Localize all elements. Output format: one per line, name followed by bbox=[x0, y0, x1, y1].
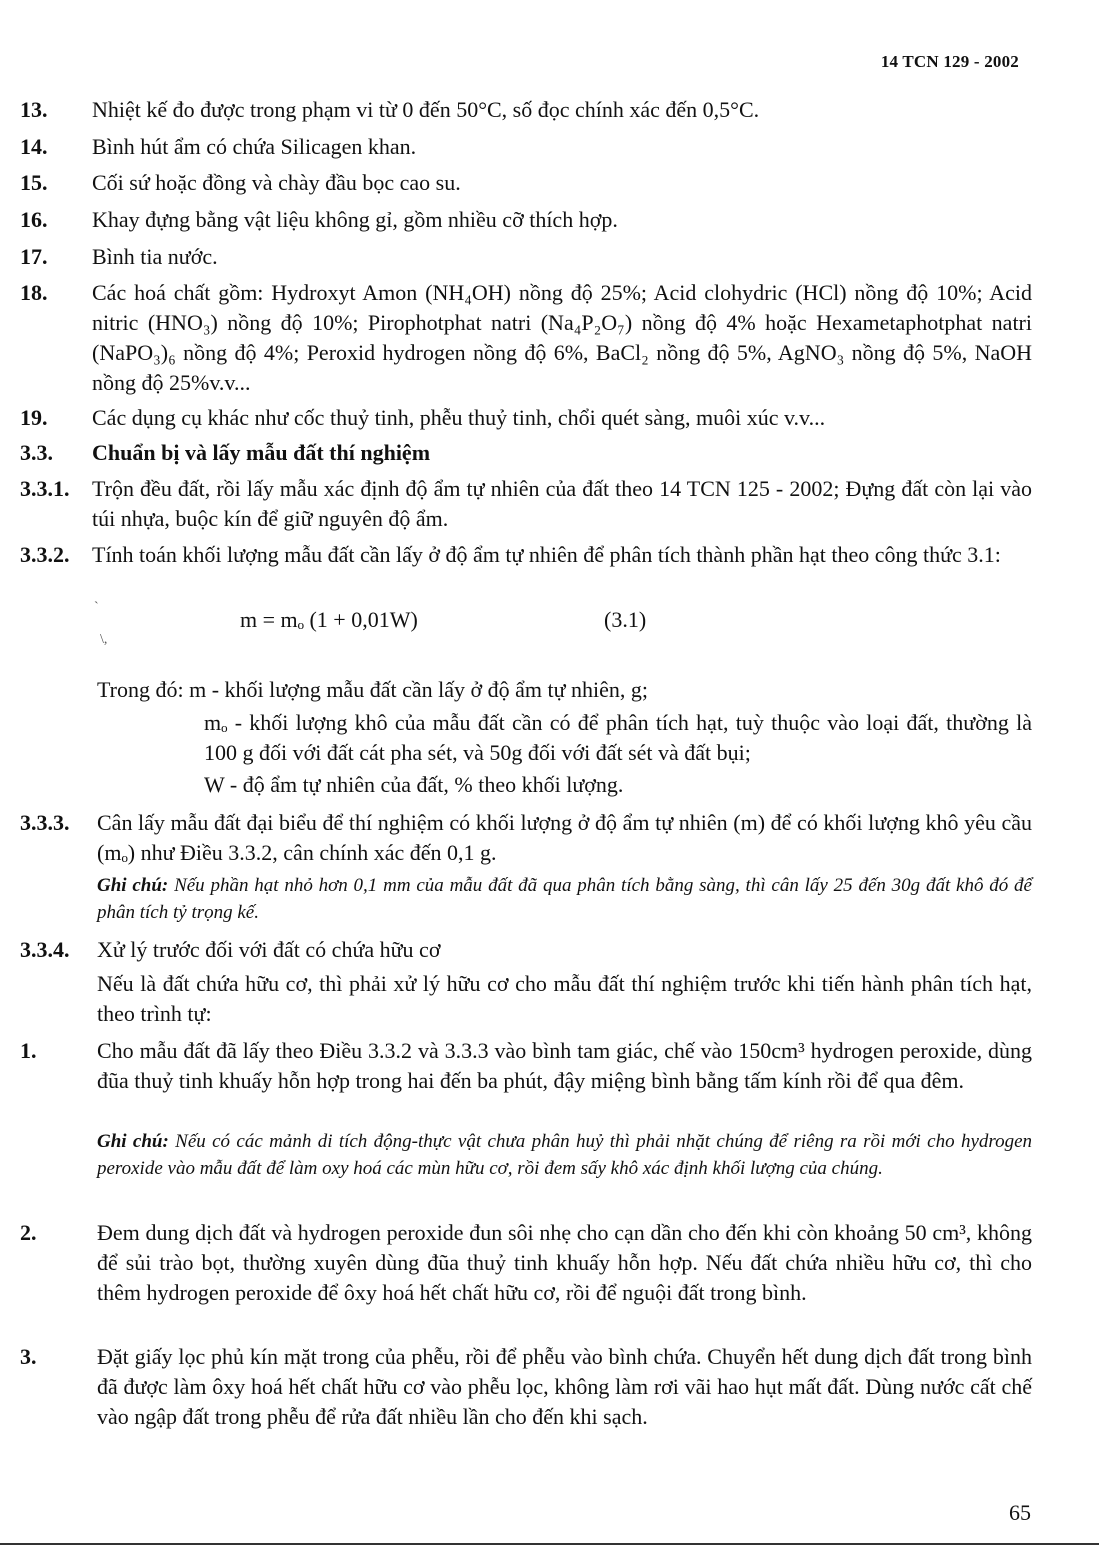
item-text: Nhiệt kế đo được trong phạm vi từ 0 đến 50°C, số đọc chính xác đến 0,5°C. bbox=[92, 97, 760, 122]
note-text: Nếu có các mảnh di tích động-thực vật chưa phân huỷ thì phải nhặt chúng để riêng ra rồi mới cho hydrogen peroxide vào mẫu đất để làm oxy hoá các mùn hữu cơ, rồi đem sấy khô xác định khối lượng của chúng. bbox=[97, 1131, 1032, 1179]
where-label: Trong đó: m - khối lượng mẫu đất cần lấy ở độ ẩm tự nhiên, g; bbox=[97, 677, 649, 702]
item-text: Khay đựng bằng vật liệu không gỉ, gồm nhiều cỡ thích hợp. bbox=[92, 207, 618, 232]
clause-text: Cân lấy mẫu đất đại biểu để thí nghiệm có khối lượng ở độ ẩm tự nhiên (m) để có khối lượng khô yêu cầu (mₒ) như Điều 3.3.2, cân chính xác đến 0,1 g. bbox=[97, 810, 1032, 865]
bottom-rule bbox=[0, 1543, 1099, 1545]
item-text: Cối sứ hoặc đồng và chày đầu bọc cao su. bbox=[92, 170, 461, 195]
standard-code-header: 14 TCN 129 - 2002 bbox=[880, 52, 1019, 71]
step-text: Cho mẫu đất đã lấy theo Điều 3.3.2 và 3.3.3 vào bình tam giác, chế vào 150cm³ hydrogen peroxide, dùng đũa thuỷ tinh khuấy hỗn hợp trong hai đến ba phút, đậy miệng bình bằng tấm kính rồi để qua đêm. bbox=[97, 1038, 1032, 1093]
clause-number: 3.3.3. bbox=[20, 810, 70, 835]
item-number: 14. bbox=[20, 134, 48, 159]
intro-text: Nếu là đất chứa hữu cơ, thì phải xử lý hữu cơ cho mẫu đất thí nghiệm trước khi tiến hành phân tích hạt, theo trình tự: bbox=[97, 971, 1032, 1026]
step-number: 3. bbox=[20, 1344, 37, 1369]
formula-number: (3.1) bbox=[604, 607, 647, 632]
item-number: 16. bbox=[20, 207, 48, 232]
step-text: Đem dung dịch đất và hydrogen peroxide đun sôi nhẹ cho cạn dần cho đến khi còn khoảng 50 cm³, không để sủi trào bọt, thường xuyên dùng đũa thuỷ tinh khuấy hỗn hợp. Nếu đất chứa nhiều hữu cơ, thì cho thêm hydrogen peroxide để ôxy hoá hết chất hữu cơ, rồi để nguội đất trong bình. bbox=[97, 1220, 1032, 1305]
step-number: 2. bbox=[20, 1220, 37, 1245]
step-text: Đặt giấy lọc phủ kín mặt trong của phễu, rồi để phễu vào bình chứa. Chuyển hết dung dịch đất trong bình đã được làm ôxy hoá hết chất hữu cơ vào phễu lọc, không làm rơi vãi hao hụt mất đất. Dùng nước cất chế vào ngập đất trong phễu để rửa đất nhiều lần cho đến khi sạch. bbox=[97, 1344, 1032, 1429]
clause-number: 3.3.4. bbox=[20, 937, 70, 962]
section-title: Chuẩn bị và lấy mẫu đất thí nghiệm bbox=[92, 440, 431, 465]
note-3-3-3 bbox=[97, 872, 1032, 926]
definition-text: mₒ - khối lượng khô của mẫu đất cần có để phân tích hạt, tuỳ thuộc vào loại đất, thường là 100 g đối với đất cát pha sét, và 50g đối với đất sét và đất bụi; bbox=[204, 710, 1032, 765]
note-label: Ghi chú: bbox=[97, 875, 169, 896]
item-text: Bình tia nước. bbox=[92, 244, 218, 269]
item-number: 13. bbox=[20, 97, 48, 122]
item-text: Các dụng cụ khác như cốc thuỷ tinh, phễu thuỷ tinh, chổi quét sàng, muôi xúc v.v... bbox=[92, 405, 826, 430]
clause-number: 3.3.2. bbox=[20, 542, 70, 567]
scan-mark: \, bbox=[100, 632, 108, 647]
note-text: Nếu phần hạt nhỏ hơn 0,1 mm của mẫu đất đã qua phân tích bằng sàng, thì cân lấy 25 đến 30g đất khô đó để phân tích tỷ trọng kế. bbox=[97, 875, 1032, 923]
page-number: 65 bbox=[1009, 1500, 1031, 1525]
section-number: 3.3. bbox=[20, 440, 53, 465]
clause-number: 3.3.1. bbox=[20, 476, 70, 501]
formula: m = mₒ (1 + 0,01W) bbox=[240, 607, 418, 632]
note-label: Ghi chú: bbox=[97, 1131, 169, 1152]
scan-mark: ` bbox=[94, 600, 99, 615]
item-number: 15. bbox=[20, 170, 48, 195]
item-number: 17. bbox=[20, 244, 48, 269]
clause-text: Trộn đều đất, rồi lấy mẫu xác định độ ẩm tự nhiên của đất theo 14 TCN 125 - 2002; Đựng đất còn lại vào túi nhựa, buộc kín để giữ nguyên độ ẩm. bbox=[92, 476, 1032, 531]
definition-text: W - độ ẩm tự nhiên của đất, % theo khối lượng. bbox=[204, 772, 624, 797]
item-text: Các hoá chất gồm: Hydroxyt Amon (NH₄OH) nồng độ 25%; Acid clohydric (HCl) nồng độ 10%; Acid nitric (HNO₃) nồng độ 10%; Pirophotphat natri (Na₄P₂O₇) nồng độ 4% hoặc Hexametaphotphat natri (NaPO₃)₆ nồng độ 4%; Peroxid hydrogen nồng độ 6%, BaCl₂ nồng độ 5%, AgNO₃ nồng độ 5%, NaOH nồng độ 25%v.v... bbox=[92, 280, 1032, 395]
item-number: 18. bbox=[20, 280, 48, 305]
note-step-1 bbox=[97, 1128, 1032, 1182]
clause-text: Tính toán khối lượng mẫu đất cần lấy ở độ ẩm tự nhiên để phân tích thành phần hạt theo công thức 3.1: bbox=[92, 542, 1001, 567]
step-number: 1. bbox=[20, 1038, 37, 1063]
item-text: Bình hút ẩm có chứa Silicagen khan. bbox=[92, 134, 417, 159]
item-number: 19. bbox=[20, 405, 48, 430]
clause-title: Xử lý trước đối với đất có chứa hữu cơ bbox=[97, 937, 441, 962]
